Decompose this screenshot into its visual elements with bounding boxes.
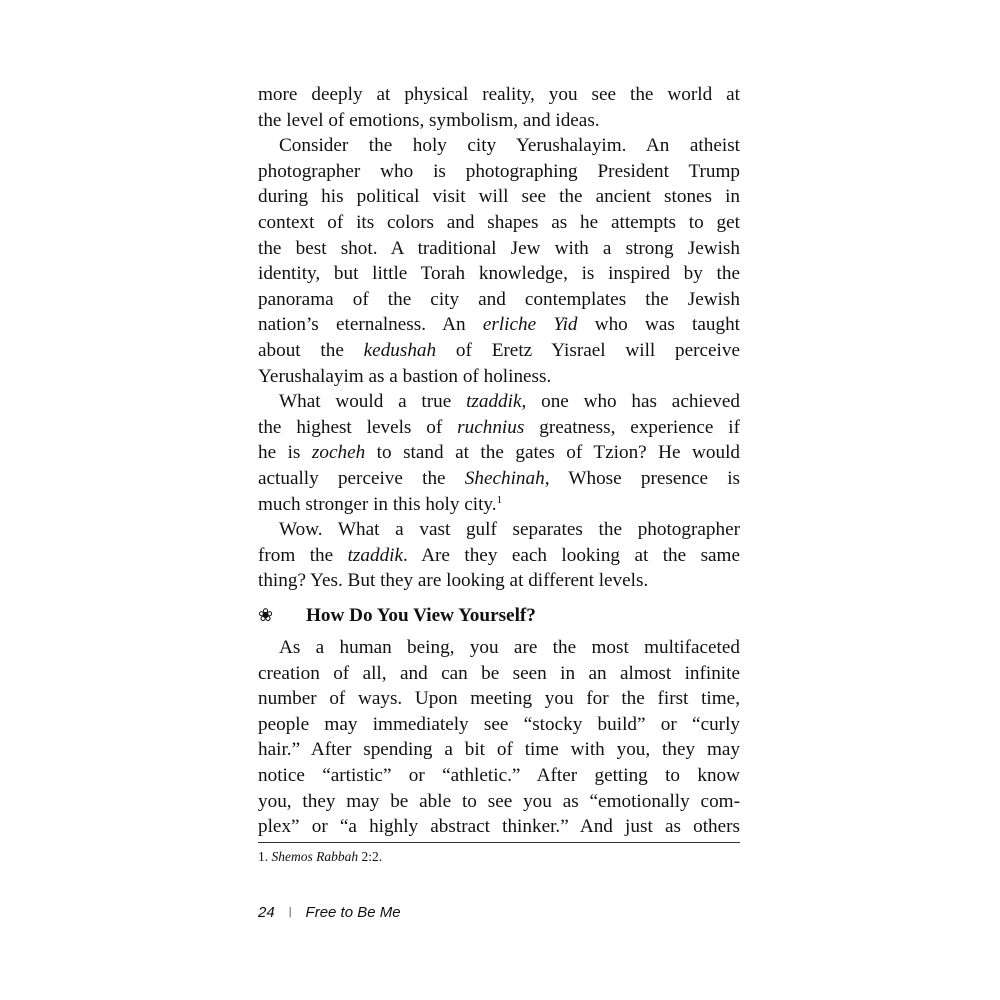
- text-line: notice “artistic” or “athletic.” After getting to know: [258, 764, 740, 786]
- text-line: [258, 415, 740, 441]
- italic-term: erliche Yid: [482, 314, 578, 336]
- text-line: context of its colors and shapes as he attempts to get: [258, 211, 740, 233]
- section-heading-title: How Do You View Yourself?: [306, 605, 536, 626]
- text-line: Consider the holy city Yerushalayim. An atheist: [279, 135, 740, 157]
- section-heading: [258, 603, 536, 629]
- text-run: the highest levels of: [258, 416, 458, 438]
- text-run: about the: [258, 339, 364, 361]
- italic-term: zocheh: [311, 442, 366, 464]
- text-run: to stand at the gates of Tzion? He would: [365, 442, 740, 464]
- text-line: during his political visit will see the ancient stones in: [258, 186, 740, 208]
- italic-term: Shechinah: [464, 467, 545, 489]
- footnote-rule: [258, 842, 740, 843]
- text-run: much stronger in this holy city.: [258, 493, 497, 515]
- text-line: hair.” After spending a bit of time with you, they may: [258, 739, 740, 761]
- text-run: . Are they each looking at the same: [403, 544, 740, 566]
- footnote-ref: 2:2.: [358, 849, 383, 864]
- footnote-marker: 1: [496, 493, 503, 506]
- text-line: the best shot. A traditional Jew with a strong Jewish: [258, 237, 740, 259]
- footnote: [258, 848, 382, 866]
- text-line: thing? Yes. But they are looking at different levels.: [258, 570, 649, 592]
- footnote-number: 1.: [258, 849, 272, 864]
- italic-term: tzaddik: [466, 391, 522, 413]
- body-text-bottom: [258, 635, 740, 840]
- text-line: [258, 440, 740, 466]
- text-line: number of ways. Upon meeting you for the first time,: [258, 688, 740, 710]
- text-run: who was taught: [577, 314, 741, 336]
- text-line: identity, but little Torah knowledge, is inspired by the: [258, 263, 740, 285]
- text-line: [258, 543, 740, 569]
- footer-separator: |: [288, 906, 292, 918]
- text-line: [258, 492, 740, 518]
- text-line: [258, 389, 740, 415]
- text-line: Wow. What a vast gulf separates the photographer: [279, 519, 740, 541]
- text-line: you, they may be able to see you as “emotionally com-: [258, 790, 740, 812]
- text-run: of Eretz Yisrael will perceive: [436, 339, 740, 361]
- text-line: people may immediately see “stocky build” or “curly: [258, 713, 740, 735]
- text-line: plex” or “a highly abstract thinker.” And just as others: [258, 816, 740, 838]
- text-run: he is: [258, 442, 312, 464]
- italic-term: ruchnius: [457, 416, 525, 438]
- text-run: , one who has achieved: [521, 391, 740, 413]
- text-run: greatness, experience if: [524, 416, 740, 438]
- body-text-top: [258, 82, 740, 594]
- text-run: , Whose presence is: [544, 467, 740, 489]
- text-run: actually perceive the: [258, 467, 465, 489]
- text-line: [258, 466, 740, 492]
- text-line: photographer who is photographing President Trump: [258, 160, 740, 182]
- text-line: more deeply at physical reality, you see the world at: [258, 84, 740, 105]
- text-run: What would a true: [279, 391, 467, 413]
- text-run: from the: [258, 544, 348, 566]
- text-line: panorama of the city and contemplates the Jewish: [258, 288, 740, 310]
- footnote-source: Shemos Rabbah: [271, 849, 359, 864]
- text-line: As a human being, you are the most multifaceted: [279, 637, 740, 658]
- text-line: [258, 312, 740, 338]
- italic-term: kedushah: [363, 339, 437, 361]
- text-line: creation of all, and can be seen in an almost infinite: [258, 662, 740, 684]
- italic-term: tzaddik: [347, 544, 404, 566]
- text-line: the level of emotions, symbolism, and ideas.: [258, 109, 600, 131]
- text-line: [258, 338, 740, 364]
- book-title: Free to Be Me: [305, 904, 401, 921]
- page-footer: [258, 902, 401, 923]
- page-number: 24: [258, 904, 275, 921]
- text-run: nation’s eternalness. An: [258, 314, 483, 336]
- text-line: Yerushalayim as a bastion of holiness.: [258, 365, 552, 387]
- flower-ornament-icon: ❀: [258, 605, 274, 625]
